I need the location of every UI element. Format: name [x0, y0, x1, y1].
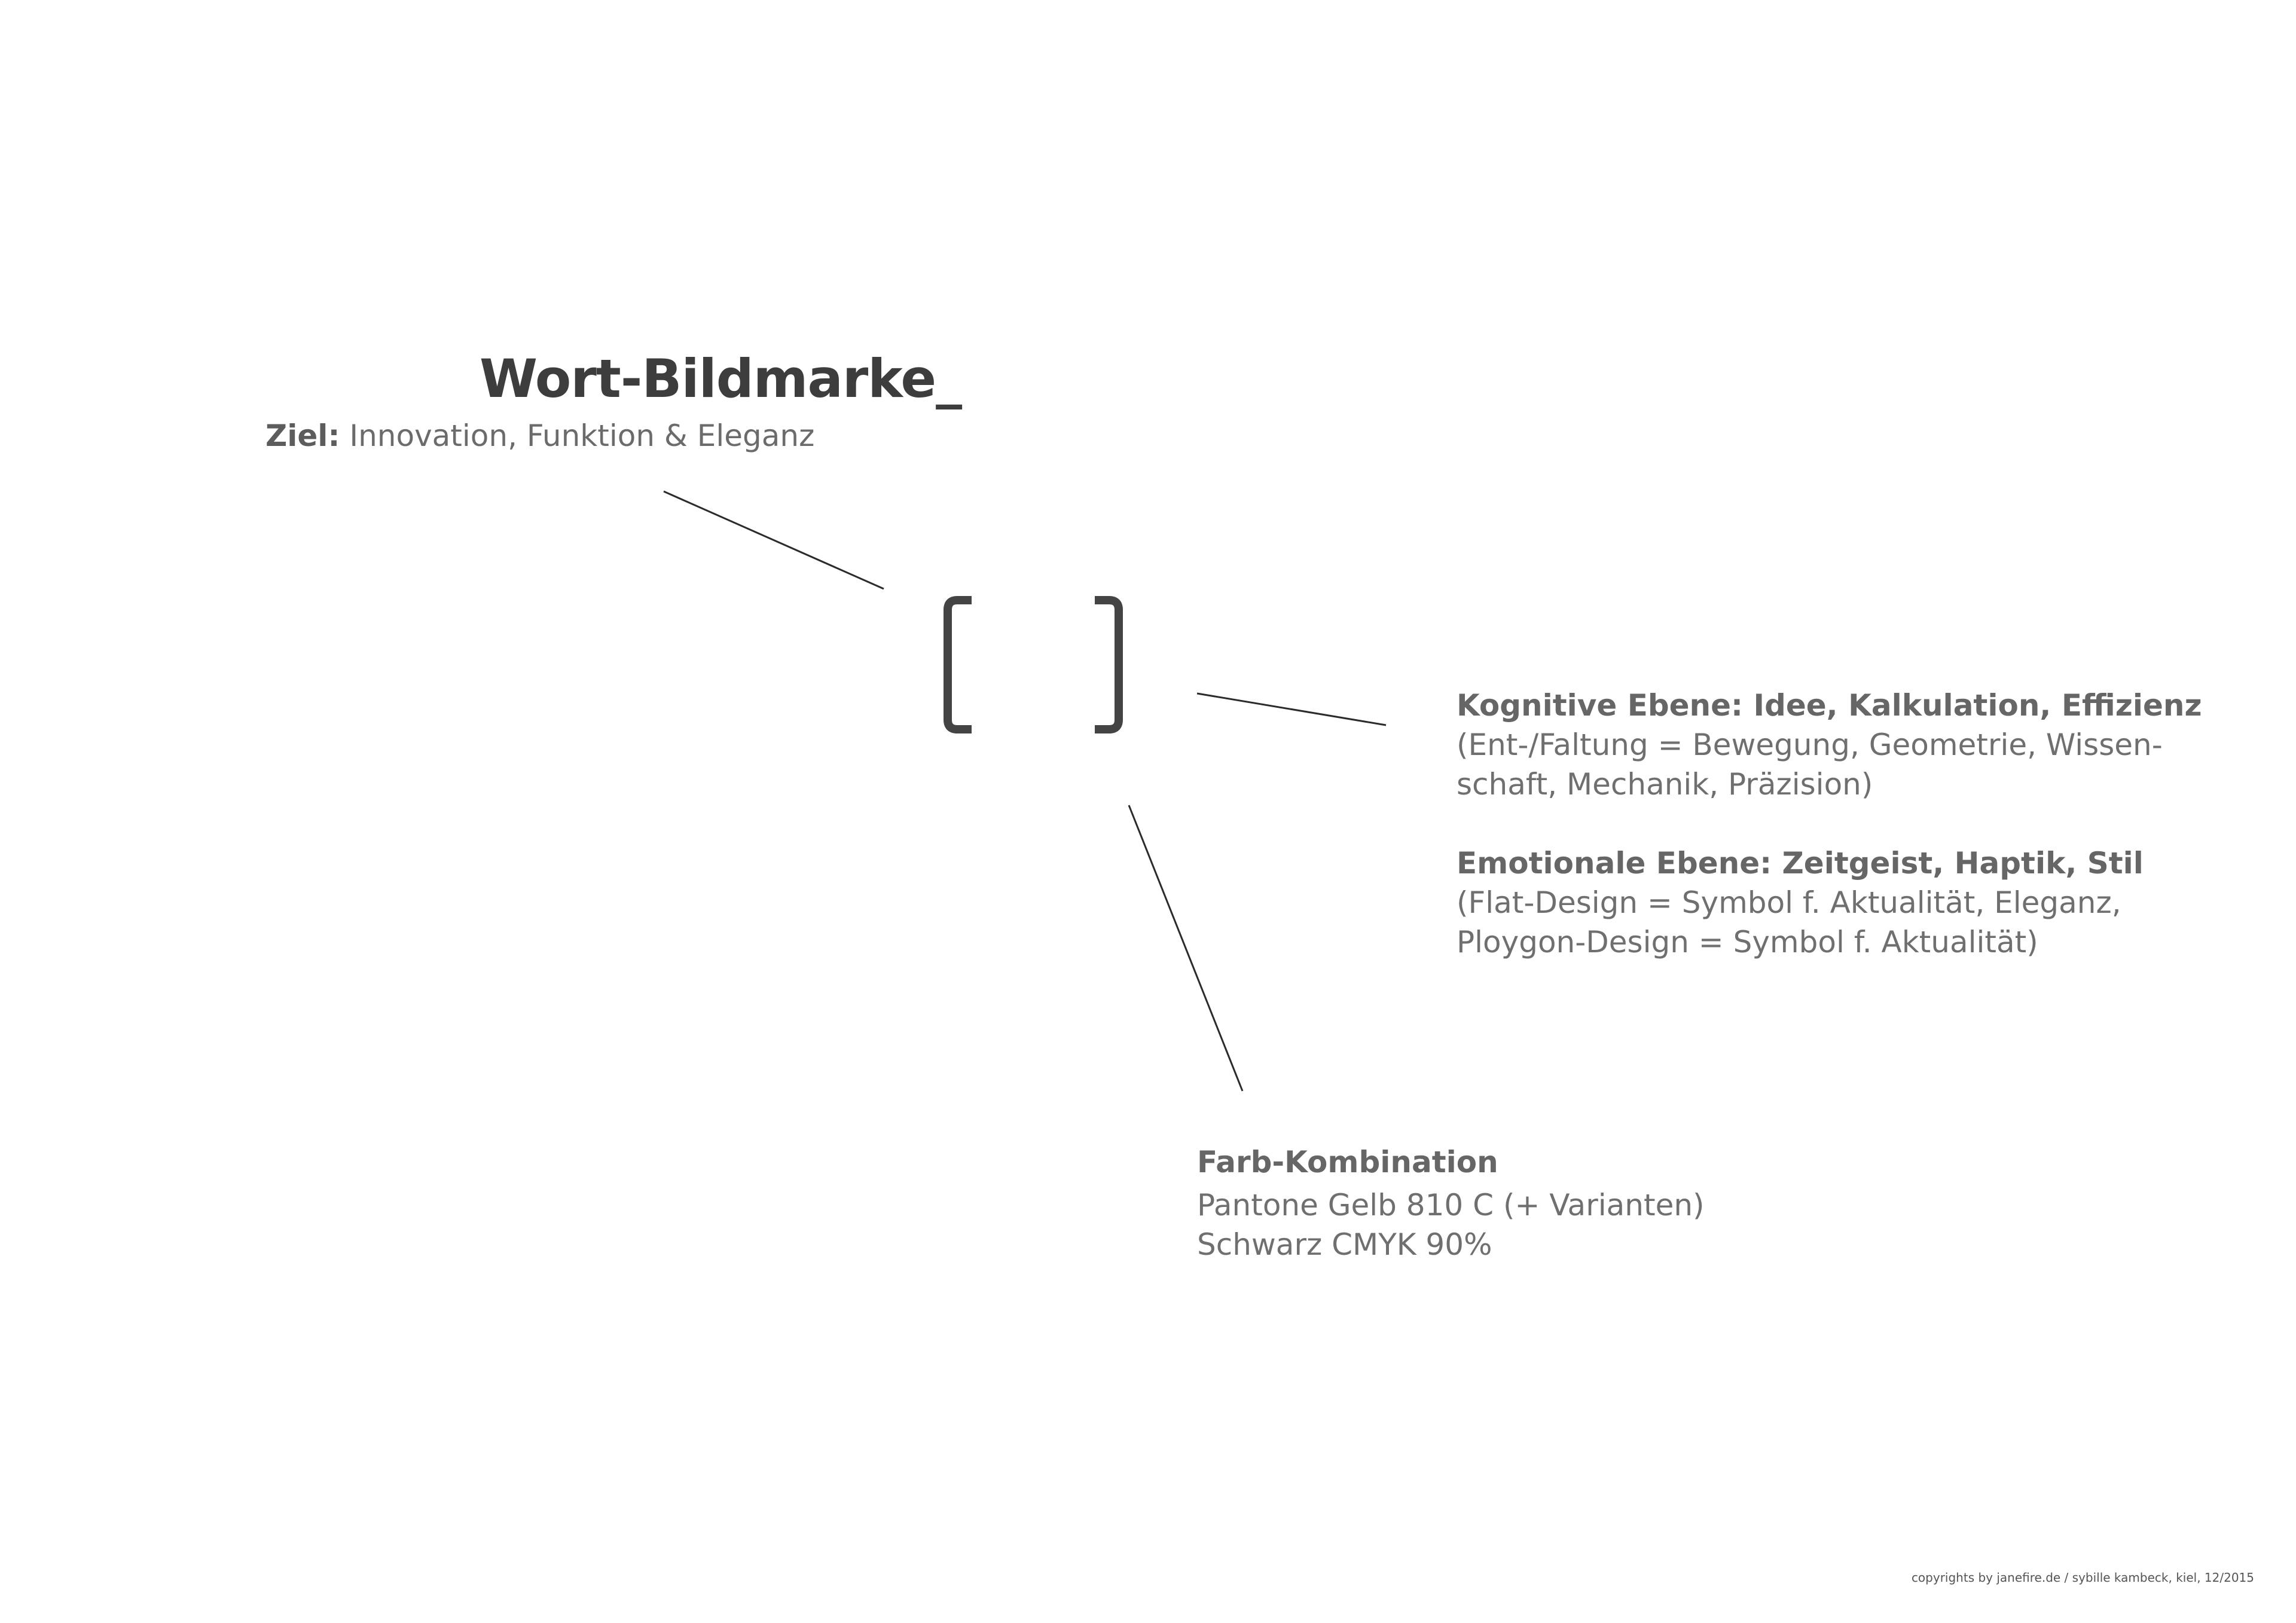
copyright-footer: copyrights by janefire.de / sybille kambeck, kiel, 12/2015 [1911, 1570, 2254, 1585]
cognitive-line-1: (Ent-/Faltung = Bewegung, Geometrie, Wissen- [1457, 728, 2163, 762]
goal-text: Innovation, Funktion & Eleganz [349, 418, 815, 453]
color-line-2: Schwarz CMYK 90% [1197, 1227, 1492, 1262]
goal-label: Ziel: [265, 418, 340, 453]
emotional-line-1: (Flat-Design = Symbol f. Aktualität, Eleganz, [1457, 885, 2121, 920]
cognitive-line-2: schaft, Mechanik, Präzision) [1457, 767, 1873, 802]
connector-goal [664, 491, 884, 589]
right-bracket-mark [1095, 600, 1119, 729]
emotional-level-block [1457, 843, 2144, 962]
color-line-1: Pantone Gelb 810 C (+ Varianten) [1197, 1188, 1705, 1222]
page-title: Wort-Bildmarke_ [480, 348, 962, 409]
cognitive-heading: Kognitive Ebene: Idee, Kalkulation, Effizienz [1457, 688, 2202, 723]
connector-color [1129, 805, 1242, 1091]
cognitive-level-block [1457, 686, 2202, 804]
left-bracket-mark [948, 600, 972, 729]
connector-cognitive [1197, 693, 1386, 725]
goal-line [265, 418, 814, 453]
emotional-heading: Emotionale Ebene: Zeitgeist, Haptik, Stil [1457, 846, 2144, 881]
color-heading: Farb-Kombination [1197, 1145, 1498, 1179]
color-combination-block [1197, 1142, 1705, 1264]
emotional-line-2: Ploygon-Design = Symbol f. Aktualität) [1457, 925, 2038, 959]
